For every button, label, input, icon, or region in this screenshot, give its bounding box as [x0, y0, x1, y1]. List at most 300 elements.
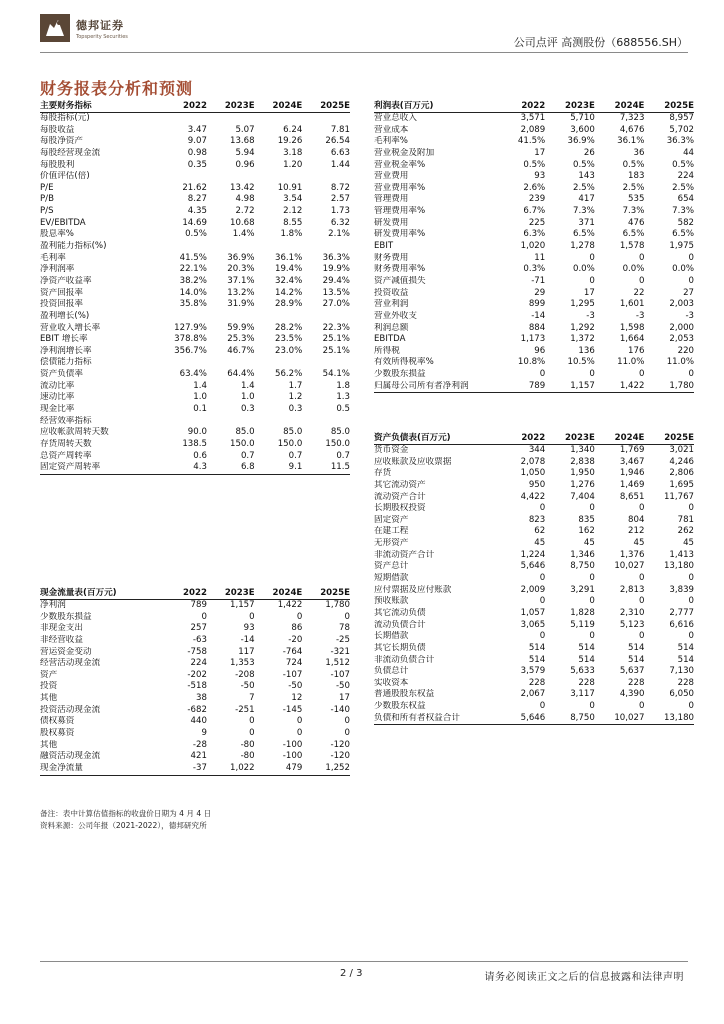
row-label: 每股净资产 — [40, 136, 83, 147]
table-row — [374, 206, 694, 218]
table-row — [40, 323, 350, 335]
cell-value: 27.0% — [322, 299, 350, 310]
row-label: P/E — [40, 182, 54, 193]
cell-value: 8.27 — [187, 194, 207, 205]
table-row — [40, 439, 350, 451]
row-label: 现金净流量 — [40, 762, 83, 773]
table-row — [40, 658, 350, 670]
cell-value: 8,957 — [669, 113, 695, 123]
table-row — [374, 369, 694, 381]
cell-value: 5,710 — [570, 113, 595, 123]
year-header: 2024E — [614, 101, 645, 111]
row-label: 固定资产 — [374, 514, 409, 525]
row-label: 长期借款 — [374, 631, 409, 642]
cell-value: 0 — [638, 596, 645, 607]
cell-value — [302, 113, 350, 125]
cell-value: -251 — [235, 704, 255, 715]
year-header: 2024E — [272, 101, 303, 111]
cell-value: 54.1% — [322, 369, 350, 380]
main-indicators-table — [40, 100, 350, 475]
cell-value: 11.0% — [617, 357, 645, 368]
cell-value: 1,946 — [619, 468, 645, 479]
cell-value: 5,633 — [570, 666, 595, 677]
table-row — [40, 194, 350, 206]
table-row — [40, 299, 350, 311]
cell-value: 176 — [628, 345, 645, 356]
cell-value: 371 — [578, 217, 595, 228]
cell-value: 4,390 — [619, 689, 645, 700]
table-title: 资产负债表(百万元) — [374, 433, 451, 443]
row-label: 股权募资 — [40, 728, 75, 739]
cell-value: 8.72 — [330, 182, 350, 193]
cell-value: 13.68 — [230, 136, 255, 147]
table-row — [374, 596, 694, 608]
cell-value: 0 — [201, 611, 207, 622]
cell-value: 36 — [633, 147, 645, 158]
cell-value: 136 — [578, 345, 595, 356]
cell-value: -3 — [635, 310, 645, 321]
row-label: 盈利增长(%) — [40, 310, 90, 321]
table-bottom-rule — [374, 724, 694, 725]
cell-value — [159, 416, 207, 428]
cell-value: 9.07 — [187, 136, 207, 147]
cell-value: 3,571 — [520, 113, 546, 123]
table-row — [374, 241, 694, 253]
cell-value — [255, 171, 303, 183]
cell-value: 0 — [589, 631, 595, 642]
cell-value: -3 — [586, 310, 595, 321]
cell-value: 0 — [539, 596, 546, 607]
year-header: 2023E — [224, 101, 255, 111]
table-row — [40, 171, 350, 183]
row-label: 有效所得税率% — [374, 357, 434, 368]
row-label: 营业成本 — [374, 124, 409, 135]
cell-value: 1.0 — [193, 392, 207, 403]
row-label: 在建工程 — [374, 526, 409, 537]
cell-value: 25.1% — [322, 345, 350, 356]
cell-value — [207, 241, 255, 253]
cell-value: 45 — [683, 538, 695, 549]
cell-value: 14.0% — [179, 287, 207, 298]
cell-value: 1,353 — [230, 658, 255, 669]
cell-value: 0 — [249, 716, 255, 727]
cell-value — [255, 311, 303, 323]
cell-value: 0 — [539, 573, 546, 584]
row-label: 其它流动资产 — [374, 479, 426, 490]
cell-value: 2,009 — [520, 584, 546, 595]
cell-value: 2.6% — [523, 182, 546, 193]
cell-value: 23.5% — [274, 334, 303, 345]
cell-value: 378.8% — [174, 334, 207, 345]
cell-value: 1,780 — [669, 380, 695, 391]
cell-value: 6,050 — [669, 689, 695, 700]
row-label: 应收帐款周转天数 — [40, 427, 109, 438]
table-bottom-rule — [40, 775, 350, 776]
cell-value: 1,276 — [570, 479, 595, 490]
row-label: 少数股东损益 — [374, 369, 426, 380]
cell-value: 45 — [534, 538, 546, 549]
cell-value: 228 — [578, 677, 595, 688]
cell-value: -80 — [240, 751, 255, 762]
cell-value: 6.5% — [622, 229, 645, 240]
cell-value: 26 — [583, 147, 595, 158]
cell-value: 514 — [628, 654, 645, 665]
cell-value: 10.68 — [230, 217, 255, 228]
cell-value: 17 — [534, 147, 546, 158]
cell-value: 3,600 — [570, 124, 595, 135]
row-label: 营业收入增长率 — [40, 322, 101, 333]
cell-value: 13.42 — [230, 182, 255, 193]
row-label: 其他 — [40, 693, 58, 704]
cell-value: 0.7 — [336, 450, 350, 461]
cell-value: 0 — [296, 611, 303, 622]
cell-value: 1,295 — [570, 299, 595, 310]
cell-value: 13,180 — [663, 561, 695, 572]
row-label: 投资收益 — [374, 287, 409, 298]
cell-value: 0 — [344, 716, 350, 727]
row-label: 应收账款及应收票据 — [374, 456, 452, 467]
cell-value: 356.7% — [174, 345, 207, 356]
cell-value: 0.3 — [240, 404, 255, 415]
cell-value — [302, 171, 350, 183]
cell-value: 11 — [534, 252, 546, 263]
cell-value: 789 — [190, 600, 207, 610]
cell-value: 0.5 — [336, 404, 350, 415]
cell-value: 41.5% — [517, 136, 546, 147]
cell-value: 36.3% — [666, 136, 695, 147]
cell-value: 344 — [528, 445, 546, 455]
cell-value: 514 — [528, 654, 546, 665]
cell-value: 7.3% — [622, 206, 645, 217]
cell-value: 4,676 — [619, 124, 645, 135]
cell-value: 28.2% — [274, 322, 303, 333]
cell-value: 5,123 — [619, 619, 645, 630]
row-label: 其它长期负债 — [374, 642, 426, 653]
year-header: 2022 — [521, 101, 546, 111]
row-label: 其它流动负债 — [374, 607, 426, 618]
cell-value: 3.18 — [283, 147, 303, 158]
table-row — [40, 311, 350, 323]
row-label: EBIT — [374, 241, 394, 252]
cell-value: 0.5% — [523, 159, 546, 170]
cell-value: 0 — [638, 275, 645, 286]
cell-value: 138.5 — [182, 438, 207, 449]
row-label: 债权募资 — [40, 716, 75, 727]
table-row — [40, 751, 350, 763]
table-row — [40, 427, 350, 439]
cell-value: 3.54 — [283, 194, 303, 205]
table-row — [40, 763, 350, 775]
row-label: 所得税 — [374, 345, 400, 356]
cell-value: 0 — [638, 701, 645, 712]
row-label: 无形资产 — [374, 538, 409, 549]
table-row — [40, 113, 350, 125]
row-label: 投资活动现金流 — [40, 704, 101, 715]
cell-value: 1,828 — [570, 607, 595, 618]
logo-en-text: Topsperity Securities — [76, 33, 128, 40]
cell-value: 7.81 — [330, 124, 350, 135]
cell-value: 3,021 — [669, 445, 695, 455]
cell-value: 0 — [344, 728, 350, 739]
cell-value: -80 — [240, 739, 255, 750]
table-row — [374, 457, 694, 469]
income-statement-table — [374, 100, 694, 393]
cell-value: -37 — [192, 762, 207, 773]
year-header: 2023E — [565, 101, 595, 111]
cell-value: 8.55 — [283, 217, 303, 228]
table-row — [374, 655, 694, 667]
table-row — [40, 276, 350, 288]
cell-value: 0 — [688, 631, 695, 642]
row-label: 非流动资产合计 — [374, 549, 435, 560]
cell-value: 36.1% — [617, 136, 645, 147]
cell-value: 514 — [628, 642, 645, 653]
cell-value: 2.1% — [328, 229, 350, 240]
table-row — [40, 451, 350, 463]
year-header: 2023E — [565, 433, 595, 443]
table-row — [374, 620, 694, 632]
row-label: 财务费用率% — [374, 264, 426, 275]
table-row — [374, 357, 694, 369]
table-header-row — [40, 100, 350, 113]
cell-value: 56.2% — [274, 369, 303, 380]
row-label: 营业税金率% — [374, 159, 426, 170]
cell-value: -100 — [282, 739, 303, 750]
row-label: 负债和所有者权益合计 — [374, 712, 460, 723]
row-label: 营业税金及附加 — [374, 147, 435, 158]
table-row — [374, 381, 694, 393]
cell-value: 804 — [628, 514, 645, 525]
disclaimer-text: 请务必阅读正文之后的信息披露和法律声明 — [484, 972, 684, 983]
cell-value: -120 — [330, 739, 350, 750]
year-header: 2022 — [521, 433, 546, 443]
table-row — [374, 666, 694, 678]
row-label: 管理费用 — [374, 194, 409, 205]
row-label: 存货周转天数 — [40, 438, 92, 449]
cell-value: 0 — [539, 503, 546, 514]
cell-value: 212 — [628, 526, 645, 537]
cell-value: 64.4% — [227, 369, 255, 380]
cell-value: 3,579 — [520, 666, 546, 677]
header-divider — [40, 52, 688, 53]
cell-value: 10.5% — [567, 357, 595, 368]
cell-value: 35.8% — [179, 299, 207, 310]
row-label: P/B — [40, 194, 54, 205]
cell-value: 63.4% — [179, 369, 207, 380]
report-type-and-company: 公司点评 高测股份（688556.SH） — [513, 36, 688, 49]
cell-value: 5,646 — [520, 561, 546, 572]
cell-value: 2,806 — [669, 468, 695, 479]
row-label: 财务费用 — [374, 252, 409, 263]
cell-value — [255, 113, 303, 125]
cell-value: 654 — [677, 194, 695, 205]
cell-value: 1,346 — [570, 549, 595, 560]
row-label: EV/EBITDA — [40, 217, 86, 228]
cell-value: 1,340 — [570, 445, 595, 455]
table-row — [374, 346, 694, 358]
row-label: 实收资本 — [374, 677, 409, 688]
cell-value: 6.8 — [240, 462, 255, 473]
cell-value: 6,616 — [669, 619, 695, 630]
cell-value: 0.5% — [185, 229, 207, 240]
cell-value: 1.3 — [336, 392, 350, 403]
cell-value: -71 — [531, 275, 546, 286]
cell-value: 14.69 — [182, 217, 207, 228]
cell-value: 0.96 — [235, 159, 255, 170]
cell-value: 19.26 — [277, 136, 303, 147]
row-label: 研发费用率% — [374, 229, 426, 240]
cell-value: 6.3% — [523, 229, 546, 240]
cell-value: 0.98 — [187, 147, 207, 158]
year-header: 2022 — [183, 588, 207, 598]
cell-value: 5.07 — [235, 124, 255, 135]
page-number: 2 / 3 — [340, 968, 363, 979]
table-row — [374, 468, 694, 480]
cell-value: 5,702 — [669, 124, 695, 135]
cell-value: 514 — [578, 642, 595, 653]
year-header: 2025E — [664, 433, 695, 443]
cell-value: 823 — [528, 514, 546, 525]
cell-value: 85.0 — [283, 427, 303, 438]
cell-value: 90.0 — [187, 427, 207, 438]
cell-value: 9.1 — [288, 462, 303, 473]
cell-value: 1,598 — [619, 322, 645, 333]
cell-value: 789 — [528, 380, 546, 391]
cell-value: 14.2% — [274, 287, 303, 298]
table-row — [40, 148, 350, 160]
cell-value: 724 — [285, 658, 303, 669]
cell-value: 36.9% — [567, 136, 595, 147]
table-row — [374, 160, 694, 172]
cell-value: 32.4% — [274, 275, 303, 286]
table-row — [374, 550, 694, 562]
source-text: 资料来源：公司年报（2021-2022），德邦研究所 — [40, 821, 207, 830]
row-label: EBIT 增长率 — [40, 334, 88, 345]
cell-value: -321 — [330, 646, 350, 657]
table-row — [374, 713, 694, 725]
table-row — [40, 357, 350, 369]
cell-value: 7,130 — [669, 666, 695, 677]
cell-value: 41.5% — [179, 252, 207, 263]
cell-value: 1,173 — [520, 334, 546, 345]
cell-value: 2.12 — [283, 206, 303, 217]
cell-value: 127.9% — [174, 322, 207, 333]
cell-value: 228 — [677, 677, 695, 688]
row-label: 股息率% — [40, 229, 74, 240]
logo-cn-text: 德邦证券 — [76, 18, 124, 32]
cell-value: 2,089 — [520, 124, 546, 135]
cell-value: 0 — [688, 252, 695, 263]
cell-value: 17 — [583, 287, 595, 298]
cell-value: 27 — [683, 287, 695, 298]
cell-value — [302, 357, 350, 369]
row-label: 存货 — [374, 468, 392, 479]
cell-value: 1,157 — [570, 380, 595, 391]
table-bottom-rule — [374, 392, 694, 393]
cell-value: 22 — [633, 287, 645, 298]
table-row — [374, 445, 694, 457]
row-label: 负债总计 — [374, 666, 409, 677]
cell-value: 2,003 — [669, 299, 695, 310]
cell-value — [207, 311, 255, 323]
cell-value: 884 — [528, 322, 546, 333]
cell-value: 2,067 — [520, 689, 546, 700]
row-label: 短期借款 — [374, 573, 409, 584]
cell-value: 535 — [628, 194, 645, 205]
cell-value: 8,750 — [570, 561, 595, 572]
cell-value: 6.5% — [572, 229, 595, 240]
cell-value: 1.20 — [283, 159, 303, 170]
cell-value: 1,224 — [520, 549, 546, 560]
table-row — [40, 740, 350, 752]
table-row — [374, 253, 694, 265]
row-label: 利润总额 — [374, 322, 409, 333]
cell-value: 11.0% — [666, 357, 695, 368]
cell-value: 29 — [534, 287, 546, 298]
cell-value: 0 — [539, 369, 546, 380]
cell-value: -208 — [235, 669, 255, 680]
row-label: 研发费用 — [374, 217, 409, 228]
cash-flow-table — [40, 587, 350, 776]
cell-value: 10.91 — [277, 182, 303, 193]
cell-value: 7.3% — [672, 206, 695, 217]
cell-value: 28.9% — [274, 299, 303, 310]
table-row — [374, 585, 694, 597]
cell-value: 0 — [589, 596, 595, 607]
table-row — [374, 323, 694, 335]
table-row — [40, 705, 350, 717]
cell-value — [255, 357, 303, 369]
table-row — [40, 416, 350, 428]
table-row — [374, 701, 694, 713]
cell-value: 11,767 — [663, 491, 695, 502]
cell-value — [159, 311, 207, 323]
cell-value — [302, 416, 350, 428]
cell-value: -120 — [330, 751, 350, 762]
cell-value: 0 — [589, 275, 595, 286]
cell-value: -50 — [335, 681, 350, 692]
row-label: 营业总收入 — [374, 113, 417, 123]
cell-value: 10,027 — [614, 712, 645, 723]
cell-value: -14 — [240, 634, 255, 645]
cell-value: 1,157 — [230, 600, 255, 610]
cell-value: -764 — [282, 646, 303, 657]
cell-value: 8,750 — [570, 712, 595, 723]
cell-value: 13.5% — [322, 287, 350, 298]
cell-value: 225 — [528, 217, 546, 228]
row-label: 货币资金 — [374, 445, 409, 455]
cell-value: 8,651 — [619, 491, 645, 502]
cell-value: 2.5% — [622, 182, 645, 193]
cell-value: -50 — [240, 681, 255, 692]
cell-value: 2,777 — [669, 607, 695, 618]
cell-value: 19.9% — [322, 264, 350, 275]
cell-value: 0 — [688, 701, 695, 712]
cell-value: -758 — [187, 646, 207, 657]
cell-value: 6.24 — [283, 124, 303, 135]
cell-value — [159, 241, 207, 253]
cell-value: 162 — [578, 526, 595, 537]
cell-value: 17 — [339, 693, 350, 704]
cell-value: 0 — [638, 573, 645, 584]
cell-value: 0 — [249, 611, 255, 622]
cell-value: 4,422 — [520, 491, 546, 502]
cell-value: 0 — [638, 252, 645, 263]
company-logo — [40, 14, 128, 42]
cell-value: 514 — [578, 654, 595, 665]
cell-value: 4.35 — [187, 206, 207, 217]
cell-value: 1,376 — [619, 549, 645, 560]
